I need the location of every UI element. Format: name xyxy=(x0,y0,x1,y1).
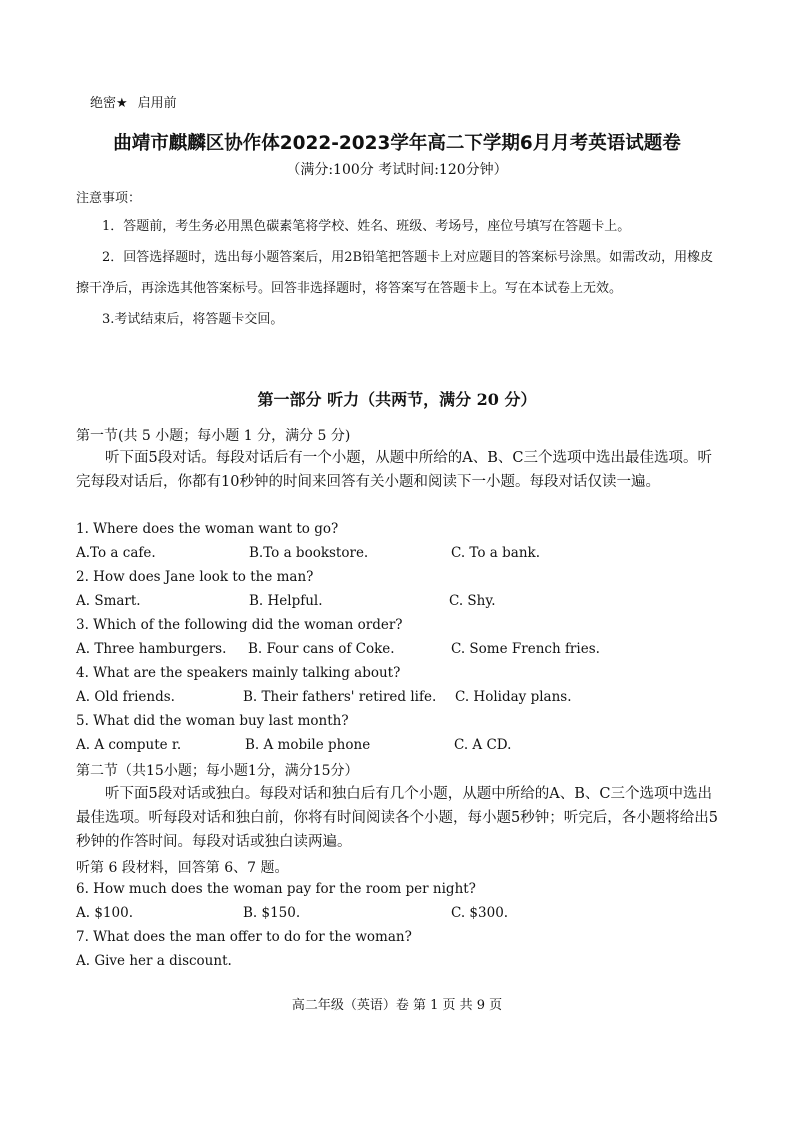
question-1-option-b: B.To a bookstore. xyxy=(249,545,369,561)
question-4-option-c: C. Holiday plans. xyxy=(455,689,572,705)
question-4-option-b: B. Their fathers' retired life. xyxy=(243,689,437,705)
question-5-option-c: C. A CD. xyxy=(454,737,512,753)
question-1-stem: 1. Where does the woman want to go? xyxy=(76,521,339,537)
question-4-stem: 4. What are the speakers mainly talking about? xyxy=(76,665,401,681)
secret-use-text: 启用前 xyxy=(137,96,177,111)
secret-label xyxy=(90,92,177,111)
section1-heading: 第一节(共 5 小题；每小题 1 分，满分 5 分) xyxy=(76,428,351,444)
section1-instructions: 听下面5段对话。每段对话后有一个小题，从题中所给的A、B、C三个选项中选出最佳选项。听完每段对话后，你都有10秒钟的时间来回答有关小题和阅读下一小题。每段对话仅读一遍。 xyxy=(76,450,712,490)
question-6-option-a: A. $100. xyxy=(76,905,133,921)
part1-title: 第一部分 听力（共两节，满分 20 分） xyxy=(257,390,537,409)
secret-text: 绝密★ xyxy=(90,96,128,111)
material-6-heading: 听第 6 段材料，回答第 6、7 题。 xyxy=(76,860,289,876)
notice-item-3: 3.考试结束后，将答题卡交回。 xyxy=(102,312,284,327)
exam-subtitle: （满分:100分 考试时间:120分钟） xyxy=(286,162,508,178)
question-5-stem: 5. What did the woman buy last month? xyxy=(76,713,349,729)
question-5-option-b: B. A mobile phone xyxy=(245,737,371,753)
question-6-option-b: B. $150. xyxy=(243,905,301,921)
notice-item-2: 2．回答选择题时，选出每小题答案后，用2B铅笔把答题卡上对应题目的答案标号涂黑。如需改动，用橡皮擦干净后，再涂选其他答案标号。回答非选择题时，将答案写在答题卡上。写在本试卷上无效。 xyxy=(76,250,714,296)
question-2-option-a: A. Smart. xyxy=(76,593,141,609)
question-3-stem: 3. Which of the following did the woman order? xyxy=(76,617,403,633)
question-5-option-a: A. A compute r. xyxy=(76,737,182,753)
question-1-option-a: A.To a cafe. xyxy=(76,545,156,561)
question-1-option-c: C. To a bank. xyxy=(451,545,541,561)
section2-heading: 第二节（共15小题；每小题1分，满分15分） xyxy=(76,763,359,779)
question-6-stem: 6. How much does the woman pay for the room per night? xyxy=(76,881,476,897)
section2-instructions: 听下面5段对话或独白。每段对话和独白后有几个小题，从题中所给的A、B、C三个选项中选出最佳选项。听每段对话和独白前，你将有时间阅读各个小题，每小题5秒钟；听完后，各小题将给出5秒钟的作答时间。每段对话或独白读两遍。 xyxy=(76,786,718,850)
question-2-stem: 2. How does Jane look to the man? xyxy=(76,569,314,585)
question-3-option-c: C. Some French fries. xyxy=(451,641,600,657)
notice-item-1: 1．答题前，考生务必用黑色碳素笔将学校、姓名、班级、考场号，座位号填写在答题卡上。 xyxy=(102,219,631,234)
question-4-option-a: A. Old friends. xyxy=(76,689,175,705)
question-6-option-c: C. $300. xyxy=(451,905,509,921)
page-footer: 高二年级（英语）卷 第 1 页 共 9 页 xyxy=(291,998,503,1013)
question-2-option-b: B. Helpful. xyxy=(249,593,323,609)
question-2-option-c: C. Shy. xyxy=(449,593,496,609)
question-3-option-a: A. Three hamburgers. xyxy=(76,641,227,657)
question-7-option-a: A. Give her a discount. xyxy=(76,953,232,969)
question-3-option-b: B. Four cans of Coke. xyxy=(248,641,395,657)
notice-heading: 注意事项： xyxy=(76,191,142,206)
question-7-stem: 7. What does the man offer to do for the woman? xyxy=(76,929,412,945)
exam-title: 曲靖市麒麟区协作体2022-2023学年高二下学期6月月考英语试题卷 xyxy=(113,133,681,154)
